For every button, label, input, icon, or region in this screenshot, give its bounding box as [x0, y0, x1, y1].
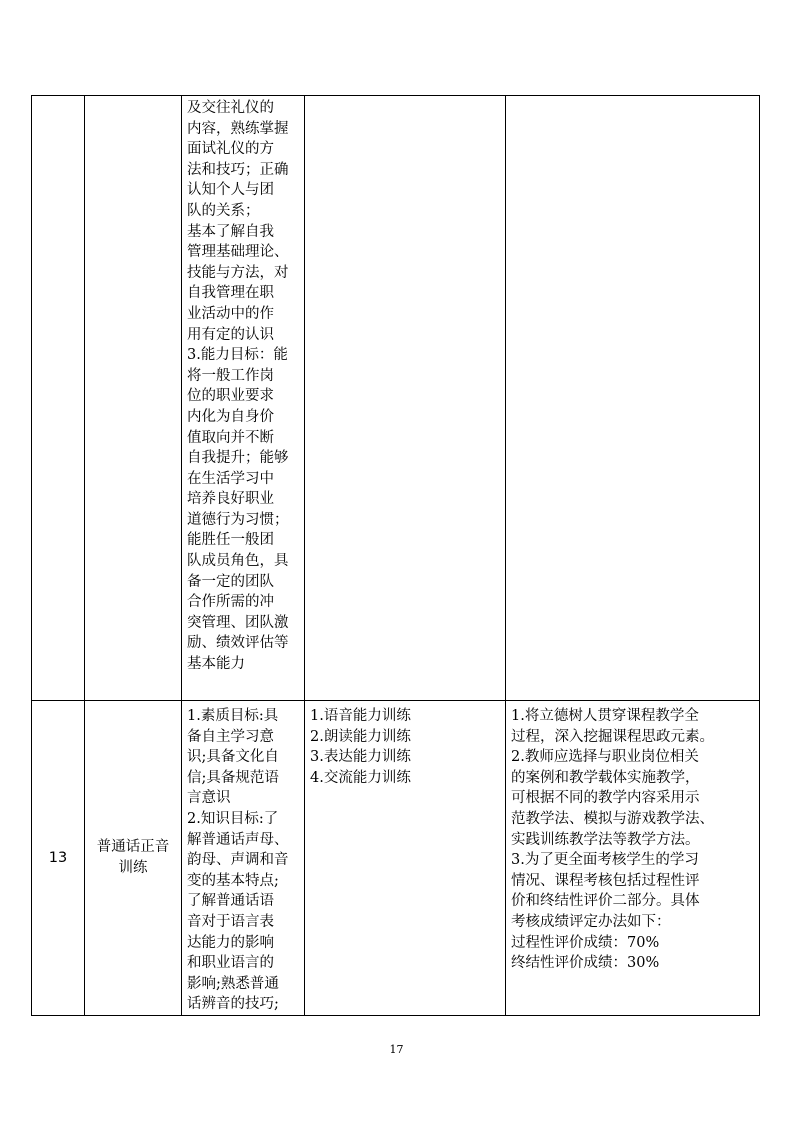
goal-line: 音对于语言表	[187, 913, 274, 930]
goal-line: 及交往礼仪的	[187, 100, 274, 116]
requirement-line: 终结性评价成绩：30%	[511, 955, 660, 972]
content-cell	[305, 701, 506, 1016]
page-number: 17	[389, 1043, 404, 1056]
goal-line: 认知个人与团	[187, 182, 274, 199]
goal-line: 基本能力	[187, 656, 245, 673]
row-index: 13	[48, 849, 68, 866]
requirement-line: 可根据不同的教学内容采用示	[511, 790, 700, 807]
content-line: 2.朗读能力训练	[310, 728, 411, 745]
index-cell	[32, 96, 85, 701]
goal-line: 自我提升；能够	[187, 450, 289, 467]
requirements-list	[506, 701, 759, 974]
goal-line: 能胜任一般团	[187, 532, 274, 549]
requirement-line: 价和终结性评价二部分。具体	[511, 893, 700, 910]
goal-line: 3.能力目标：能	[187, 347, 288, 364]
goal-line: 突管理、团队激	[187, 614, 289, 631]
goal-line: 道德行为习惯；	[187, 511, 289, 528]
goal-line: 了解普通话语	[187, 893, 274, 910]
curriculum-table	[31, 95, 760, 1016]
goal-line: 达能力的影响	[187, 934, 274, 951]
goal-line: 基本了解自我	[187, 223, 274, 240]
goal-line: 面试礼仪的方	[187, 141, 274, 158]
goals-cell	[182, 701, 305, 1016]
requirement-line: 范教学法、模拟与游戏教学法、	[511, 810, 714, 827]
goal-line: 自我管理在职	[187, 285, 274, 302]
requirement-line: 3.为了更全面考核学生的学习	[511, 852, 699, 869]
goal-line: 值取向并不断	[187, 429, 274, 446]
goal-line: 用有定的认识	[187, 326, 274, 343]
course-name-line: 训练	[118, 860, 148, 876]
requirement-line: 的案例和教学载体实施教学，	[511, 769, 700, 786]
goal-line: 和职业语言的	[187, 955, 274, 972]
goal-line: 将一般工作岗	[187, 367, 274, 384]
goal-line: 识;具备文化自	[187, 749, 279, 766]
requirement-line: 实践训练教学法等教学方法。	[511, 831, 700, 848]
requirements-cell	[506, 701, 760, 1016]
goal-line: 变的基本特点;	[187, 872, 279, 889]
goal-line: 内化为自身价	[187, 408, 274, 425]
requirement-line: 情况、课程考核包括过程性评	[511, 872, 700, 889]
goal-line: 业活动中的作	[187, 305, 274, 322]
goal-line: 培养良好职业	[187, 491, 274, 508]
requirement-line: 过程，深入挖掘课程思政元素。	[511, 728, 714, 745]
goals-cell	[182, 96, 305, 701]
goal-line: 在生活学习中	[187, 470, 274, 487]
goal-line: 励、绩效评估等	[187, 635, 289, 652]
goal-line: 队的关系；	[187, 202, 260, 219]
content-line: 3.表达能力训练	[310, 749, 411, 766]
goal-line: 话辨音的技巧;	[187, 996, 279, 1013]
goal-line: 法和技巧；正确	[187, 161, 289, 178]
goal-line: 位的职业要求	[187, 388, 274, 405]
course-name-line: 普通话正音	[96, 839, 170, 856]
goal-line: 言意识	[187, 790, 231, 807]
content-line: 1.语音能力训练	[310, 708, 411, 724]
index-cell	[32, 701, 85, 1016]
requirement-line: 考核成绩评定办法如下：	[511, 913, 671, 930]
table-row	[32, 96, 760, 701]
goal-line: 韵母、声调和音	[187, 852, 289, 869]
goals-list	[182, 701, 304, 1015]
requirements-cell	[506, 96, 760, 701]
course-name-cell	[85, 96, 182, 701]
content-list	[305, 701, 505, 788]
goal-line: 2.知识目标:了	[187, 810, 279, 827]
goal-line: 信;具备规范语	[187, 769, 279, 786]
goal-line: 技能与方法，对	[187, 264, 289, 281]
requirement-line: 2.教师应选择与职业岗位相关	[511, 749, 699, 766]
goal-line: 备一定的团队	[187, 573, 274, 590]
goal-line: 内容，熟练掌握	[187, 120, 289, 137]
goal-line: 影响;熟悉普通	[187, 975, 279, 992]
content-line: 4.交流能力训练	[310, 769, 411, 786]
goal-line: 队成员角色，具	[187, 553, 289, 570]
requirement-line: 1.将立德树人贯穿课程教学全	[511, 708, 699, 724]
table-row	[32, 701, 760, 1016]
content-cell	[305, 96, 506, 701]
course-name-cell	[85, 701, 182, 1016]
goal-line: 备自主学习意	[187, 728, 274, 745]
goal-line: 合作所需的冲	[187, 594, 274, 611]
goal-line: 1.素质目标:具	[187, 708, 279, 724]
goal-line: 解普通话声母、	[187, 831, 289, 848]
requirement-line: 过程性评价成绩：70%	[511, 934, 660, 951]
goal-line: 管理基础理论、	[187, 244, 289, 261]
goals-list	[182, 96, 304, 675]
